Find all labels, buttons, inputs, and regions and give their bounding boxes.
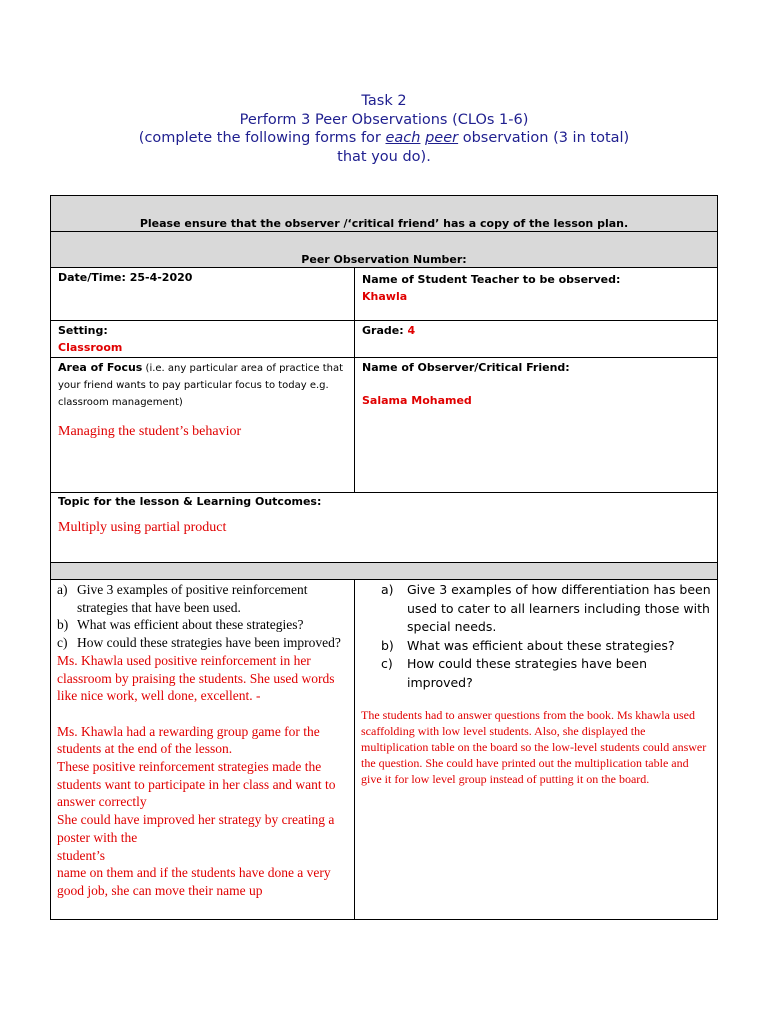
left-answer-p2: Ms. Khawla had a rewarding group game for the students at the end of the lesson. [57,723,320,757]
notice-row [51,196,718,232]
task-instructions: (complete the following forms for each peer observation (3 in total) [138,130,630,146]
left-question-c: c) How could these strategies have been improved? [57,635,341,651]
grade-value: 4 [407,324,416,337]
right-answer: The students had to answer questions from the book. Ms khawla used scaffolding with low level students. Also, she displayed the multiplication table on the board so the low-level students could answer the question. She could have printed out the multiplication table and give it for low level group instead of putting it on the board. [361,708,707,786]
observer-value: Salama Mohamed [362,394,472,407]
right-question-c: c) How could these strategies have been improved? [381,656,648,690]
area-of-focus-value: Managing the student’s behavior [58,424,242,439]
right-question-b: b) What was efficient about these strategies? [381,637,675,653]
left-question-b: b) What was efficient about these strategies? [57,617,304,633]
left-answer-p5: student’s [57,847,106,863]
area-of-focus-label: Area of Focus [58,361,143,374]
topic-label: Topic for the lesson & Learning Outcomes: [58,495,322,508]
date-teacher-row [51,268,718,321]
date-time-field: Date/Time: 25-4-2020 [51,268,355,321]
right-question-a: a) Give 3 examples of how differentiation has been used to cater to all learners including those with special needs. [381,582,711,634]
area-of-focus [58,360,347,411]
area-of-focus-hint: (i.e. any particular area of practice that your friend wants to pay particular focus to today e.g. classroom management) [58,363,344,408]
setting-label: Setting: [58,324,108,337]
task-header [0,92,768,166]
focus-observer-row [51,358,718,493]
topic-row [51,493,718,563]
task-instructions-end: that you do). [337,148,431,165]
left-answer-p3: These positive reinforcement strategies made the students want to participate in her class and want to answer correctly [57,759,336,810]
student-teacher-value: Khawla [362,290,408,303]
right-questions [361,581,711,692]
notice-text: Please ensure that the observer /‘critical friend’ has a copy of the lesson plan. [51,196,718,232]
questions-row [51,580,718,920]
left-answer-p6: name on them and if the students have done a very good job, she can move their name up [57,865,331,898]
student-teacher-label: Name of Student Teacher to be observed: [362,273,621,286]
left-questions [57,581,348,652]
grade-label: Grade: [362,324,408,337]
peer-obs-row [51,232,718,268]
peer-observation-form [50,195,718,920]
task-subtitle: Perform 3 Peer Observations (CLOs 1-6) [239,111,529,128]
left-answer [57,652,348,900]
left-question-a: a) Give 3 examples of positive reinforcement strategies that have been used. [57,582,308,615]
setting-value: Classroom [58,341,123,354]
setting-grade-row [51,321,718,358]
observer-label: Name of Observer/Critical Friend: [362,361,570,374]
peer-observation-number-label: Peer Observation Number: [51,232,718,268]
left-answer-p4: She could have improved her strategy by creating a poster with the [57,812,335,845]
left-answer-p1: Ms. Khawla used positive reinforcement in her classroom by praising the students. She used words like nice work, well done, excellent. - [57,652,335,704]
topic-value: Multiply using partial product [58,520,227,535]
task-title: Task 2 [361,93,407,109]
spacer-row [51,563,718,580]
